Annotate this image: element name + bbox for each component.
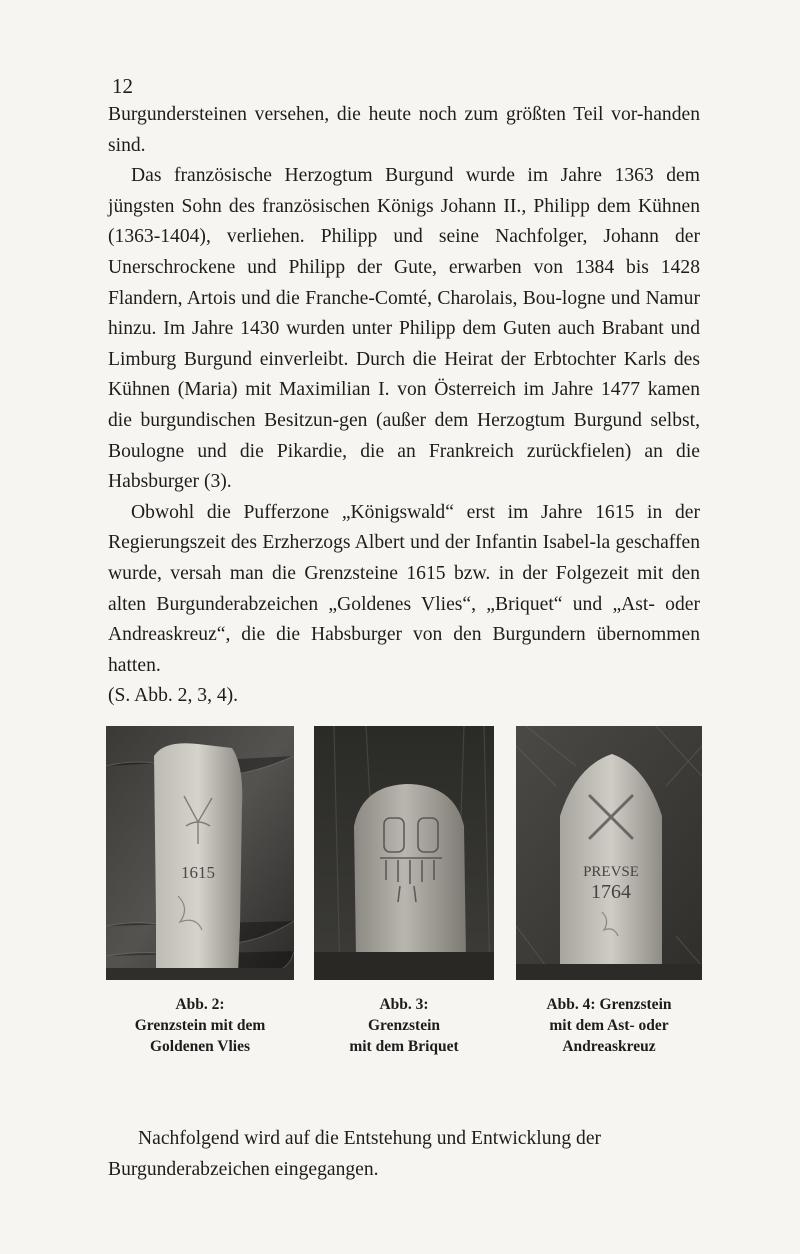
caption-figure-4 <box>516 994 702 1057</box>
figure-row <box>106 726 702 1066</box>
paragraph-closing: Nachfolgend wird auf die Entstehung und Entwicklung der Burgunderabzeichen eingegangen. <box>108 1128 602 1180</box>
body-text <box>108 100 700 712</box>
caption-figure-2 <box>106 994 294 1057</box>
caption-figure-3 <box>314 994 494 1057</box>
paragraph-continuation: Burgundersteinen versehen, die heute noch zum größten Teil vor-handen sind. <box>108 104 700 156</box>
caption-label: Abb. 2: <box>175 996 225 1013</box>
caption-line: Grenzstein <box>367 1017 441 1034</box>
photo-boundary-stone-briquet <box>314 726 494 980</box>
caption-label: Abb. 3: <box>379 996 429 1013</box>
figure-3 <box>314 726 494 1055</box>
figure-4 <box>516 726 702 1055</box>
paragraph-burgundy-history: Das französische Herzogtum Burgund wurde im Jahre 1363 dem jüngsten Sohn des französischen Königs Johann II., Philipp dem Kühnen (1363-1404), verliehen. Philipp und seine Nachfolger, Johann der Unerschrockene und Philipp der Gute, erwarben von 1384 bis 1428 Flandern, Artois und die Franche-Comté, Charolais, Bou-logne und Namur hinzu. Im Jahre 1430 wurden unter Philipp dem Guten auch Brabant und Limburg Burgund einverleibt. Durch die Heirat der Erbtochter Karls des Kühnen (Maria) mit Maximilian I. von Österreich im Jahre 1477 kamen die burgundischen Besitzun-gen (außer dem Herzogtum Burgund selbst, Boulogne und die Pikardie, die an Frankreich zurückfielen) an die Habsburger (3). <box>108 165 700 493</box>
caption-line: Goldenen Vlies <box>149 1038 251 1055</box>
photo-boundary-stone-saltire <box>516 726 702 980</box>
closing-text <box>108 1124 700 1185</box>
caption-line: Andreaskreuz <box>562 1038 656 1055</box>
page-number: 12 <box>112 74 133 98</box>
figure-2 <box>106 726 294 1055</box>
paragraph-figure-reference: (S. Abb. 2, 3, 4). <box>108 685 239 707</box>
caption-line: Grenzstein mit dem <box>134 1017 266 1034</box>
caption-line: mit dem Briquet <box>349 1038 459 1055</box>
caption-label: Abb. 4: Grenzstein <box>546 996 672 1013</box>
stone-inscription-line1: PREVSE <box>583 864 639 880</box>
caption-line: mit dem Ast- oder <box>549 1017 669 1034</box>
paragraph-buffer-zone: Obwohl die Pufferzone „Königswald“ erst im Jahre 1615 in der Regierungszeit des Erzherzogs Albert und der Infantin Isabel-la geschaffen wurde, versah man die Grenzsteine 1615 bzw. in der Folgezeit mit den alten Burgunderabzeichen „Goldenes Vlies“, „Briquet“ und „Ast- oder Andreaskreuz“, die die Habsburger von den Burgundern übernommen hatten. <box>108 501 700 676</box>
stone-inscription: 1615 <box>181 863 215 882</box>
stone-inscription-line2: 1764 <box>591 881 631 903</box>
photo-boundary-stone-golden-fleece <box>106 726 294 980</box>
